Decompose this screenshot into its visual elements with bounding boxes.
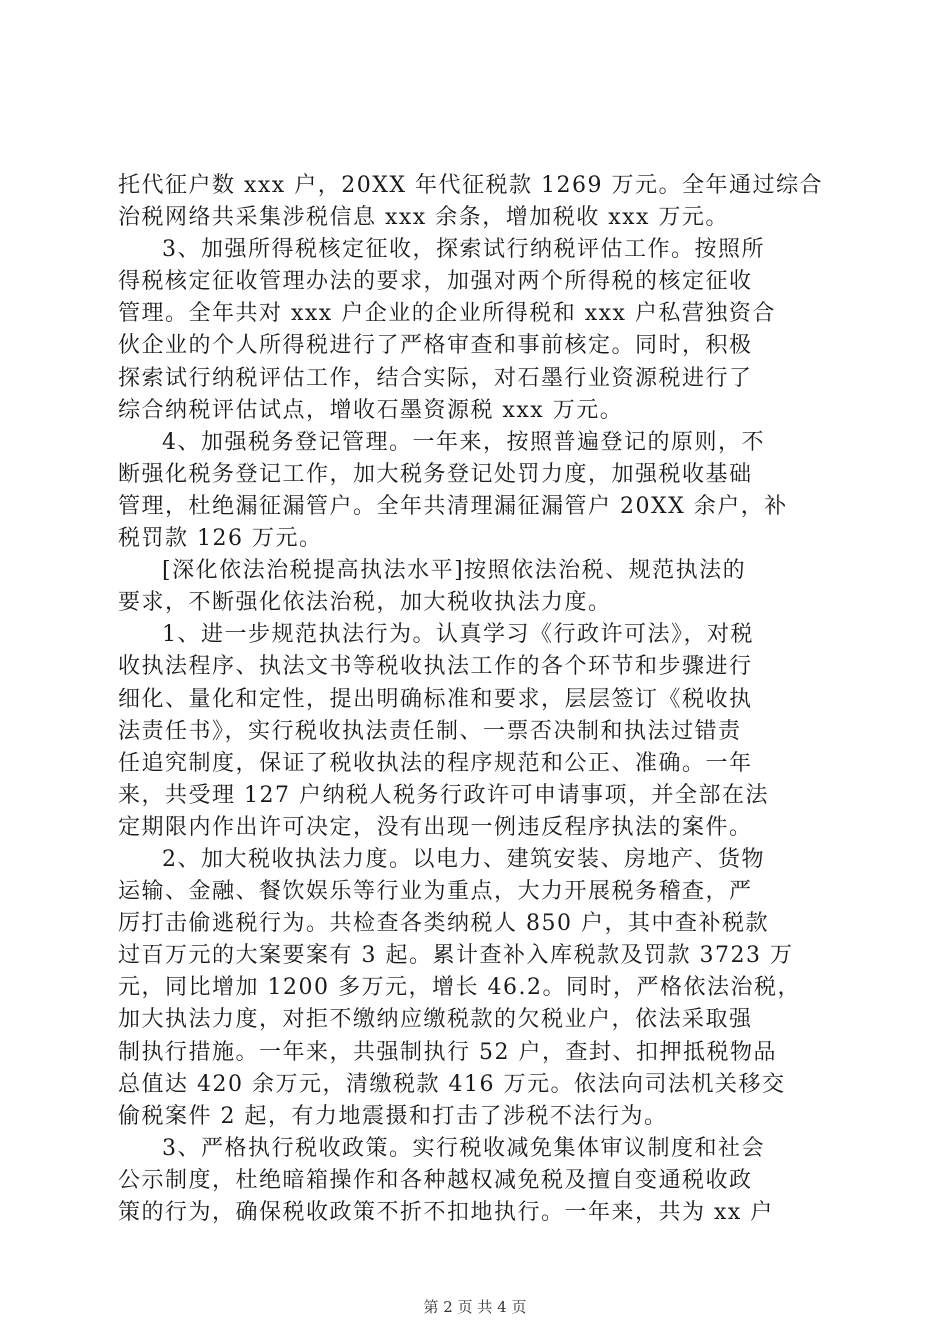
document-body [118,170,832,1229]
paragraph-line: 伙企业的个人所得税进行了严格审查和事前核定。同时，积极 [118,333,753,359]
paragraph-line: 加大执法力度，对拒不缴纳应缴税款的欠税业户，依法采取强 [118,1007,753,1033]
paragraph-line: 断强化税务登记工作，加大税务登记处罚力度，加强税收基础 [118,461,753,487]
paragraph-line: 探索试行纳税评估工作，结合实际，对石墨行业资源税进行了 [118,365,753,391]
paragraph-line: 管理。全年共对 xxx 户企业的企业所得税和 xxx 户私营独资合 [118,301,776,327]
paragraph-line: 法责任书》，实行税收执法责任制、一票否决制和执法过错责 [118,718,742,744]
paragraph-line: 管理，杜绝漏征漏管户。全年共清理漏征漏管户 20XX 余户，补 [118,493,788,519]
paragraph-first-line: 3、加强所得税核定征收，探索试行纳税评估工作。按照所 [162,237,765,263]
paragraph-line: 综合纳税评估试点，增收石墨资源税 xxx 万元。 [118,397,624,423]
paragraph-line: 细化、量化和定性，提出明确标准和要求，层层签订《税收执 [118,686,753,712]
page-footer: 第 2 页 共 4 页 [423,1298,527,1316]
paragraph-line: 收执法程序、执法文书等税收执法工作的各个环节和步骤进行 [118,654,753,680]
paragraph-line: 任追究制度，保证了税收执法的程序规范和公正、准确。一年 [118,750,753,776]
paragraph-line: 定期限内作出许可决定，没有出现一例违反程序执法的案件。 [118,814,753,840]
paragraph-line: 得税核定征收管理办法的要求，加强对两个所得税的核定征收 [118,269,753,295]
paragraph-line: 来，共受理 127 户纳税人税务行政许可申请事项，并全部在法 [118,782,769,808]
paragraph-line: 治税网络共采集涉税信息 xxx 余条，增加税收 xxx 万元。 [118,205,729,231]
paragraph-line: 策的行为，确保税收政策不折不扣地执行。一年来，共为 xx 户 [118,1200,774,1225]
paragraph-line: 运输、金融、餐饮娱乐等行业为重点，大力开展税务稽查，严 [118,879,753,905]
paragraph-line: 公示制度，杜绝暗箱操作和各种越权减免税及擅自变通税收政 [118,1167,753,1193]
paragraph-line: 制执行措施。一年来，共强制执行 52 户，查封、扣押抵税物品 [118,1039,777,1065]
paragraph-first-line: [深化依法治税提高执法水平]按照依法治税、规范执法的 [162,558,747,584]
paragraph-line: 偷税案件 2 起，有力地震摄和打击了涉税不法行为。 [118,1103,668,1129]
paragraph-line: 元，同比增加 1200 多万元，增长 46.2。同时，严格依法治税， [118,975,801,1001]
paragraph-line: 托代征户数 xxx 户，20XX 年代征税款 1269 万元。全年通过综合 [118,173,823,198]
paragraph-line: 税罚款 126 万元。 [118,526,323,552]
paragraph-first-line: 1、进一步规范执法行为。认真学习《行政许可法》，对税 [162,622,754,648]
paragraph-line: 过百万元的大案要案有 3 起。累计查补入库税款及罚款 3723 万 [118,943,794,969]
paragraph-line: 总值达 420 余万元，清缴税款 416 万元。依法向司法机关移交 [118,1071,786,1097]
paragraph-line: 要求，不断强化依法治税，加大税收执法力度。 [118,590,612,616]
paragraph-line: 厉打击偷逃税行为。共检查各类纳税人 850 户，其中查补税款 [118,911,769,937]
paragraph-first-line: 2、加大税收执法力度。以电力、建筑安装、房地产、货物 [162,846,765,872]
paragraph-first-line: 4、加强税务登记管理。一年来，按照普遍登记的原则，不 [162,429,765,455]
paragraph-first-line: 3、严格执行税收政策。实行税收减免集体审议制度和社会 [162,1135,765,1161]
